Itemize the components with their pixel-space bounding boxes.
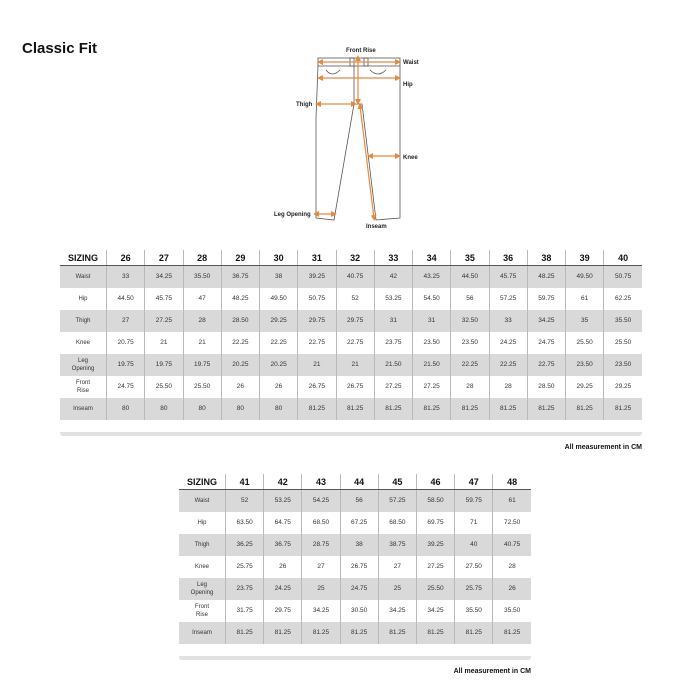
measurement-cell: 25.50 xyxy=(566,332,604,354)
size-header: 42 xyxy=(264,474,302,490)
leg-opening-label: Leg Opening xyxy=(274,212,311,218)
measurement-cell: 68.50 xyxy=(378,512,416,534)
measurement-cell: 48.25 xyxy=(221,288,259,310)
measurement-cell: 21.50 xyxy=(374,354,412,376)
measurement-cell: 81.25 xyxy=(566,398,604,420)
measurement-cell: 22.25 xyxy=(260,332,298,354)
size-header: 30 xyxy=(260,250,298,266)
row-label xyxy=(179,578,226,600)
measurement-cell: 61 xyxy=(566,288,604,310)
measurement-cell: 25.75 xyxy=(226,556,264,578)
measurement-cell: 54.25 xyxy=(302,490,340,513)
table-row xyxy=(179,578,531,600)
measurement-cell: 80 xyxy=(260,398,298,420)
measurement-cell: 22.75 xyxy=(298,332,336,354)
measurement-cell: 44.50 xyxy=(451,266,489,289)
table-row xyxy=(179,600,531,622)
size-header: 36 xyxy=(489,250,527,266)
measurement-cell: 81.25 xyxy=(378,622,416,644)
measurement-cell: 28.50 xyxy=(527,376,565,398)
measurement-cell: 56 xyxy=(340,490,378,513)
measurement-cell: 61 xyxy=(493,490,531,513)
measurement-cell: 27 xyxy=(107,310,145,332)
measurement-cell: 22.25 xyxy=(221,332,259,354)
table-row xyxy=(60,288,642,310)
measurement-cell: 57.25 xyxy=(378,490,416,513)
size-header: 35 xyxy=(451,250,489,266)
measurement-cell: 27.25 xyxy=(145,310,183,332)
measurement-cell: 28.50 xyxy=(221,310,259,332)
measurement-cell: 25.75 xyxy=(455,578,493,600)
measurement-cell: 53.25 xyxy=(264,490,302,513)
row-label xyxy=(179,556,226,578)
measurement-cell: 81.25 xyxy=(413,398,451,420)
measurement-cell: 24.75 xyxy=(527,332,565,354)
measurement-cell: 31.75 xyxy=(226,600,264,622)
measurement-cell: 40.75 xyxy=(336,266,374,289)
measurement-cell: 28 xyxy=(183,310,221,332)
measurement-cell: 81.25 xyxy=(298,398,336,420)
measurement-cell: 25 xyxy=(378,578,416,600)
row-label xyxy=(179,512,226,534)
size-table-2 xyxy=(179,474,531,644)
measurement-cell: 25.50 xyxy=(183,376,221,398)
measurement-cell: 38 xyxy=(340,534,378,556)
size-header: 28 xyxy=(183,250,221,266)
table-row xyxy=(179,534,531,556)
measurement-cell: 27 xyxy=(378,556,416,578)
measurement-cell: 49.50 xyxy=(566,266,604,289)
front-rise-label: Front Rise xyxy=(346,48,376,54)
table-shadow xyxy=(179,656,531,660)
size-header: 40 xyxy=(604,250,642,266)
measurement-cell: 81.25 xyxy=(340,622,378,644)
measurement-cell: 59.75 xyxy=(455,490,493,513)
measurement-cell: 27.25 xyxy=(413,376,451,398)
measurement-cell: 45.75 xyxy=(489,266,527,289)
size-header: 46 xyxy=(416,474,454,490)
measurement-cell: 58.50 xyxy=(416,490,454,513)
measurement-cell: 38 xyxy=(260,266,298,289)
table-row xyxy=(60,354,642,376)
measurement-cell: 21 xyxy=(183,332,221,354)
row-label-line: Knee xyxy=(194,564,209,570)
measurement-cell: 23.50 xyxy=(566,354,604,376)
waist-label: Waist xyxy=(403,60,419,66)
size-header: 48 xyxy=(493,474,531,490)
row-label-line: Hip xyxy=(197,520,207,526)
measurement-cell: 81.25 xyxy=(302,622,340,644)
row-label xyxy=(60,398,107,420)
row-label-line: Waist xyxy=(194,498,210,504)
measurement-cell: 20.25 xyxy=(260,354,298,376)
measurement-cell: 19.75 xyxy=(145,354,183,376)
size-header: 31 xyxy=(298,250,336,266)
measurement-cell: 33 xyxy=(107,266,145,289)
measurement-cell: 81.25 xyxy=(226,622,264,644)
measurement-cell: 31 xyxy=(374,310,412,332)
row-label xyxy=(60,376,107,398)
row-label xyxy=(179,490,226,513)
measurement-cell: 81.25 xyxy=(493,622,531,644)
measurement-cell: 52 xyxy=(336,288,374,310)
measurement-cell: 23.50 xyxy=(413,332,451,354)
measurement-cell: 29.25 xyxy=(604,376,642,398)
sizing-header: SIZING xyxy=(60,250,107,266)
row-label-line: Front xyxy=(194,604,209,610)
measurement-cell: 35.50 xyxy=(604,310,642,332)
measurement-cell: 52 xyxy=(226,490,264,513)
measurement-cell: 25.50 xyxy=(604,332,642,354)
row-label xyxy=(60,288,107,310)
knee-label: Knee xyxy=(403,155,418,161)
row-label xyxy=(179,622,226,644)
measurement-cell: 67.25 xyxy=(340,512,378,534)
measurement-cell: 32.50 xyxy=(451,310,489,332)
measurement-cell: 29.75 xyxy=(298,310,336,332)
row-label-line: Inseam xyxy=(192,630,212,636)
table-row xyxy=(179,512,531,534)
row-label xyxy=(60,266,107,289)
measurement-cell: 48.25 xyxy=(527,266,565,289)
measurement-cell: 81.25 xyxy=(264,622,302,644)
measurement-cell: 42 xyxy=(374,266,412,289)
table-row xyxy=(179,556,531,578)
measurement-cell: 72.50 xyxy=(493,512,531,534)
measurement-cell: 28 xyxy=(451,376,489,398)
measurement-cell: 49.50 xyxy=(260,288,298,310)
measurement-cell: 68.50 xyxy=(302,512,340,534)
table-row xyxy=(60,332,642,354)
measurement-cell: 28 xyxy=(493,556,531,578)
measurement-cell: 23.50 xyxy=(604,354,642,376)
size-header: 27 xyxy=(145,250,183,266)
measurement-cell: 19.75 xyxy=(107,354,145,376)
size-header: 41 xyxy=(226,474,264,490)
measurement-cell: 35.50 xyxy=(493,600,531,622)
trouser-measurement-diagram xyxy=(270,44,430,236)
measurement-cell: 27.25 xyxy=(374,376,412,398)
measurement-cell: 47 xyxy=(183,288,221,310)
measurement-cell: 57.25 xyxy=(489,288,527,310)
size-header: 43 xyxy=(302,474,340,490)
measurement-cell: 28 xyxy=(489,376,527,398)
size-header: 26 xyxy=(107,250,145,266)
row-label-line: Inseam xyxy=(73,406,93,412)
sizing-header: SIZING xyxy=(179,474,226,490)
measurement-cell: 36.75 xyxy=(264,534,302,556)
measurement-cell: 26.75 xyxy=(336,376,374,398)
size-header: 34 xyxy=(413,250,451,266)
row-label xyxy=(60,310,107,332)
measurement-cell: 19.75 xyxy=(183,354,221,376)
measurement-note: All measurement in CM xyxy=(453,668,531,675)
measurement-cell: 81.25 xyxy=(489,398,527,420)
measurement-cell: 27 xyxy=(302,556,340,578)
inseam-arrow xyxy=(360,106,374,218)
measurement-cell: 26 xyxy=(493,578,531,600)
row-label-line: Knee xyxy=(75,340,90,346)
table-shadow xyxy=(60,432,642,436)
measurement-cell: 69.75 xyxy=(416,512,454,534)
size-header: 47 xyxy=(455,474,493,490)
table-row xyxy=(179,622,531,644)
measurement-cell: 29.75 xyxy=(264,600,302,622)
measurement-cell: 29.25 xyxy=(566,376,604,398)
measurement-cell: 43.25 xyxy=(413,266,451,289)
measurement-cell: 80 xyxy=(183,398,221,420)
measurement-cell: 23.50 xyxy=(451,332,489,354)
measurement-cell: 26 xyxy=(260,376,298,398)
measurement-cell: 38.75 xyxy=(378,534,416,556)
size-header: 45 xyxy=(378,474,416,490)
row-label-line: Rise xyxy=(195,612,208,618)
measurement-cell: 22.25 xyxy=(451,354,489,376)
measurement-cell: 21 xyxy=(336,354,374,376)
table-row xyxy=(60,266,642,289)
size-header: 33 xyxy=(374,250,412,266)
measurement-cell: 24.75 xyxy=(107,376,145,398)
hip-label: Hip xyxy=(403,82,413,88)
measurement-cell: 24.25 xyxy=(489,332,527,354)
measurement-cell: 81.25 xyxy=(451,398,489,420)
measurement-cell: 29.25 xyxy=(260,310,298,332)
measurement-cell: 80 xyxy=(107,398,145,420)
measurement-cell: 20.75 xyxy=(107,332,145,354)
measurement-cell: 56 xyxy=(451,288,489,310)
measurement-cell: 81.25 xyxy=(604,398,642,420)
measurement-cell: 21.50 xyxy=(413,354,451,376)
measurement-cell: 34.25 xyxy=(302,600,340,622)
measurement-cell: 53.25 xyxy=(374,288,412,310)
row-label xyxy=(60,332,107,354)
inseam-label: Inseam xyxy=(366,224,387,230)
row-label xyxy=(179,534,226,556)
measurement-cell: 80 xyxy=(221,398,259,420)
measurement-cell: 27.50 xyxy=(455,556,493,578)
measurement-cell: 62.25 xyxy=(604,288,642,310)
measurement-cell: 81.25 xyxy=(527,398,565,420)
measurement-cell: 28.75 xyxy=(302,534,340,556)
thigh-label: Thigh xyxy=(296,102,313,108)
measurement-cell: 44.50 xyxy=(107,288,145,310)
table-row xyxy=(179,490,531,513)
measurement-cell: 33 xyxy=(489,310,527,332)
row-label-line: Leg xyxy=(77,358,88,364)
measurement-cell: 39.25 xyxy=(416,534,454,556)
size-header: 38 xyxy=(527,250,565,266)
page-title: Classic Fit xyxy=(22,40,98,57)
measurement-cell: 29.75 xyxy=(336,310,374,332)
row-label xyxy=(179,600,226,622)
measurement-cell: 64.75 xyxy=(264,512,302,534)
row-label-line: Front xyxy=(75,380,90,386)
row-label-line: Opening xyxy=(190,590,214,596)
measurement-cell: 26.75 xyxy=(298,376,336,398)
measurement-cell: 27.25 xyxy=(416,556,454,578)
measurement-cell: 35.50 xyxy=(183,266,221,289)
row-label-line: Waist xyxy=(75,274,91,280)
measurement-cell: 22.75 xyxy=(527,354,565,376)
measurement-note: All measurement in CM xyxy=(564,444,642,451)
measurement-cell: 23.75 xyxy=(374,332,412,354)
measurement-cell: 71 xyxy=(455,512,493,534)
measurement-cell: 81.25 xyxy=(416,622,454,644)
measurement-cell: 26.75 xyxy=(340,556,378,578)
table-row xyxy=(60,310,642,332)
measurement-cell: 36.25 xyxy=(226,534,264,556)
size-table-1 xyxy=(60,250,642,420)
measurement-cell: 22.75 xyxy=(336,332,374,354)
measurement-cell: 81.25 xyxy=(374,398,412,420)
measurement-cell: 54.50 xyxy=(413,288,451,310)
measurement-cell: 81.25 xyxy=(336,398,374,420)
size-header: 32 xyxy=(336,250,374,266)
measurement-cell: 35 xyxy=(566,310,604,332)
measurement-cell: 22.25 xyxy=(489,354,527,376)
measurement-cell: 40 xyxy=(455,534,493,556)
measurement-cell: 25.50 xyxy=(416,578,454,600)
measurement-cell: 31 xyxy=(413,310,451,332)
row-label-line: Opening xyxy=(71,366,95,372)
measurement-cell: 39.25 xyxy=(298,266,336,289)
row-label-line: Leg xyxy=(196,582,207,588)
measurement-cell: 26 xyxy=(264,556,302,578)
measurement-cell: 35.50 xyxy=(455,600,493,622)
size-header: 44 xyxy=(340,474,378,490)
measurement-cell: 24.75 xyxy=(340,578,378,600)
measurement-cell: 45.75 xyxy=(145,288,183,310)
measurement-cell: 21 xyxy=(145,332,183,354)
size-header: 29 xyxy=(221,250,259,266)
row-label-line: Thigh xyxy=(194,542,210,548)
measurement-cell: 24.25 xyxy=(264,578,302,600)
measurement-cell: 59.75 xyxy=(527,288,565,310)
table-row xyxy=(60,398,642,420)
measurement-cell: 23.75 xyxy=(226,578,264,600)
measurement-cell: 26 xyxy=(221,376,259,398)
measurement-cell: 30.50 xyxy=(340,600,378,622)
row-label xyxy=(60,354,107,376)
measurement-cell: 36.75 xyxy=(221,266,259,289)
measurement-cell: 63.50 xyxy=(226,512,264,534)
measurement-cell: 50.75 xyxy=(604,266,642,289)
table-row xyxy=(60,376,642,398)
measurement-cell: 34.25 xyxy=(527,310,565,332)
measurement-cell: 34.25 xyxy=(416,600,454,622)
measurement-cell: 20.25 xyxy=(221,354,259,376)
size-header: 39 xyxy=(566,250,604,266)
measurement-cell: 25.50 xyxy=(145,376,183,398)
measurement-cell: 50.75 xyxy=(298,288,336,310)
measurement-cell: 80 xyxy=(145,398,183,420)
row-label-line: Hip xyxy=(78,296,88,302)
row-label-line: Thigh xyxy=(75,318,91,324)
measurement-cell: 81.25 xyxy=(455,622,493,644)
measurement-cell: 21 xyxy=(298,354,336,376)
row-label-line: Rise xyxy=(76,388,89,394)
measurement-cell: 34.25 xyxy=(145,266,183,289)
measurement-cell: 25 xyxy=(302,578,340,600)
measurement-cell: 34.25 xyxy=(378,600,416,622)
measurement-cell: 40.75 xyxy=(493,534,531,556)
